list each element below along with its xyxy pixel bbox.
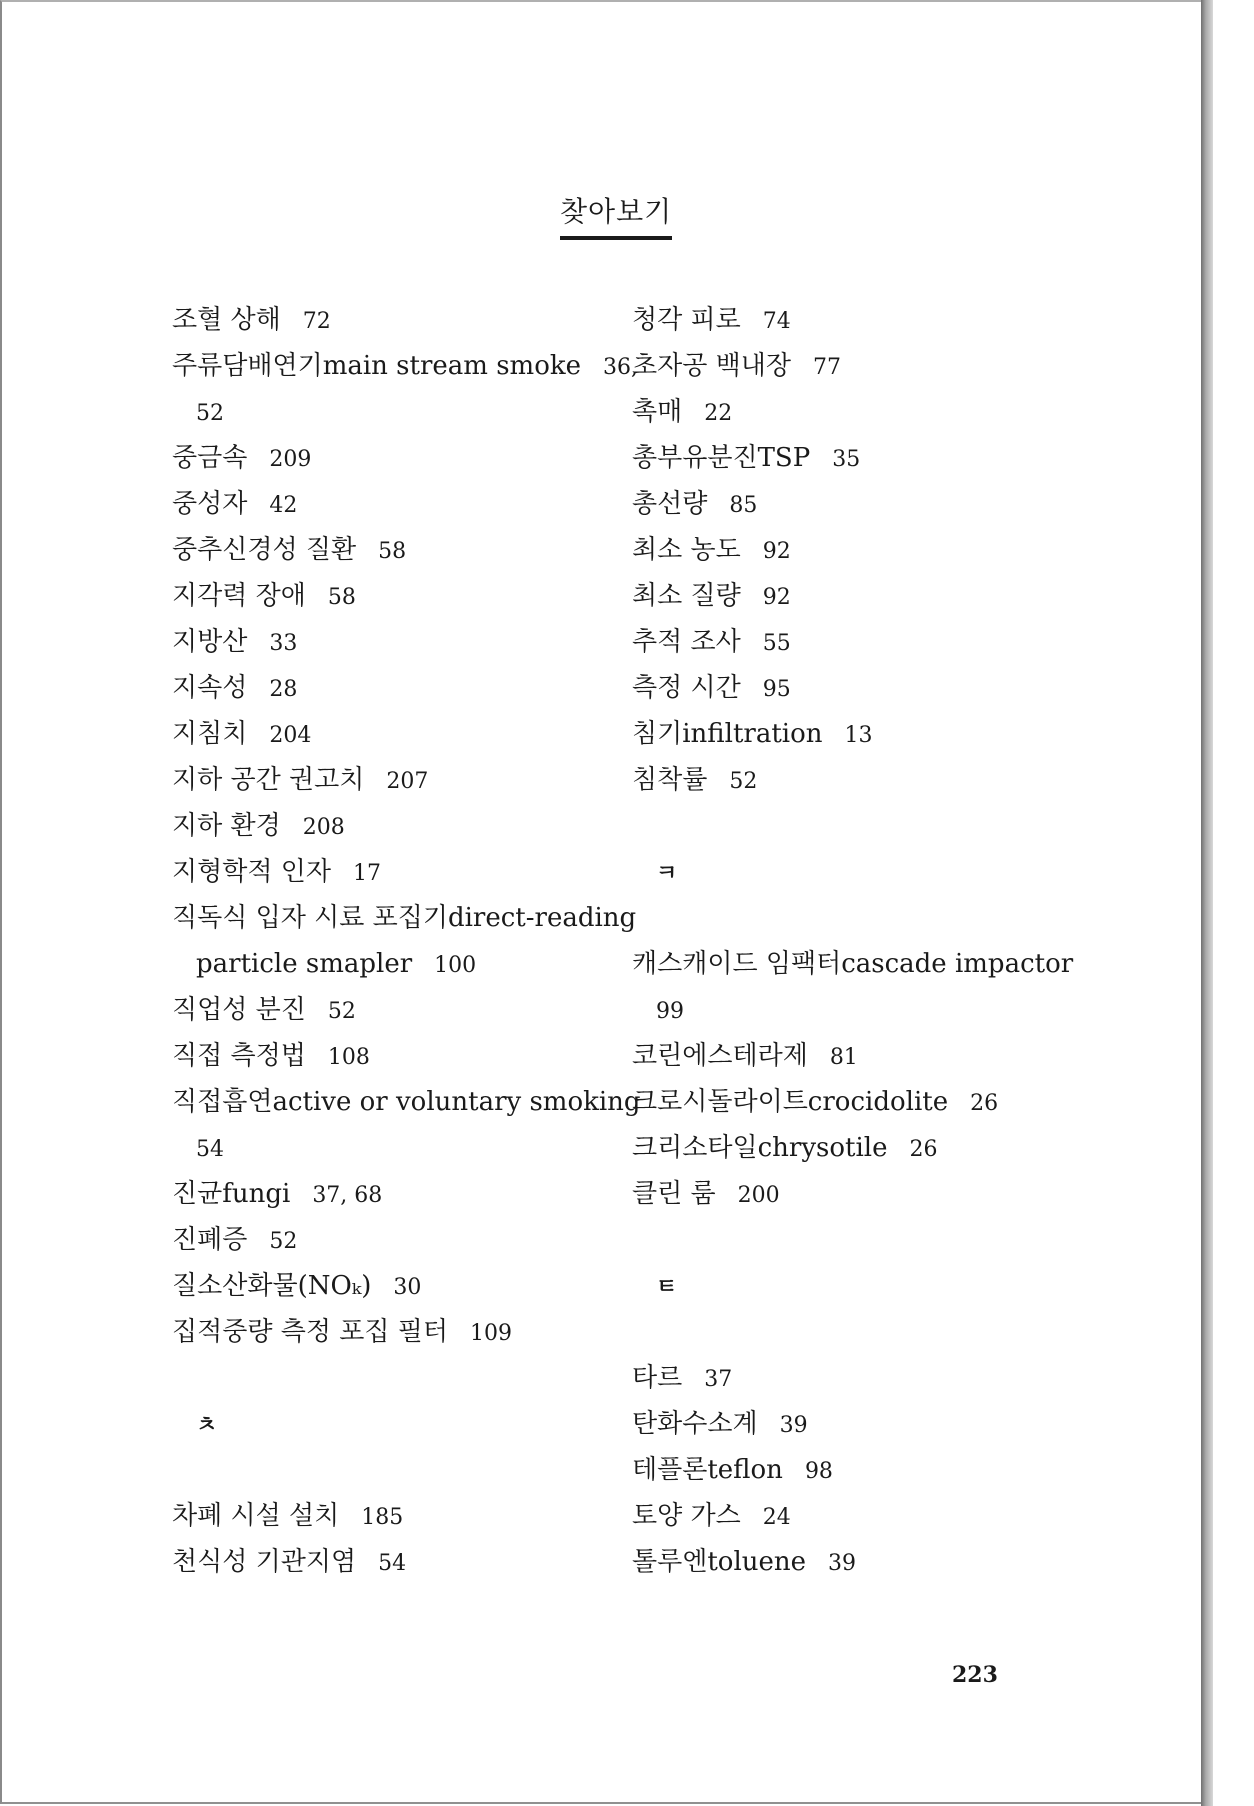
index-entry	[172, 895, 637, 941]
index-page-ref: 99	[656, 999, 684, 1024]
index-term: 중추신경성 질환	[172, 535, 357, 565]
index-term: 진균fungi	[172, 1179, 291, 1209]
index-page-ref: 92	[762, 585, 791, 610]
index-entry	[632, 1033, 1072, 1079]
index-page-ref: 55	[762, 631, 791, 656]
index-term: 지방산	[172, 627, 248, 657]
index-term: 최소 농도	[632, 535, 741, 565]
index-term: 지하 환경	[172, 811, 281, 841]
index-page-ref: 92	[762, 539, 791, 564]
index-entry	[172, 297, 612, 343]
page-number: 223	[952, 1662, 998, 1688]
index-entry	[172, 1033, 612, 1079]
index-entry	[172, 435, 612, 481]
index-page-ref: 52	[196, 401, 224, 426]
index-page-ref: 209	[269, 447, 312, 472]
index-entry	[172, 1125, 612, 1171]
index-page-ref: 109	[469, 1321, 512, 1346]
index-entry	[172, 803, 612, 849]
index-term: 차폐 시설 설치	[172, 1501, 340, 1531]
index-entry	[172, 389, 612, 435]
page-title: 찾아보기	[560, 190, 672, 240]
index-entry	[632, 481, 1072, 527]
index-entry	[632, 1447, 1072, 1493]
index-page-ref: 100	[434, 953, 477, 978]
index-entry	[632, 711, 1072, 757]
index-page-ref: 52	[729, 769, 758, 794]
index-entry	[172, 1309, 612, 1355]
index-entry	[632, 1493, 1072, 1539]
index-page-ref: 54	[378, 1551, 407, 1576]
index-entry	[632, 389, 1072, 435]
index-term: 지침치	[172, 719, 248, 749]
index-term: 직독식 입자 시료 포집기direct-reading	[172, 903, 637, 933]
section-letter: ㅌ	[656, 1275, 678, 1300]
index-term: 침착률	[632, 765, 708, 795]
index-entry	[172, 665, 612, 711]
index-page-ref: 98	[804, 1459, 833, 1484]
index-entry	[172, 527, 612, 573]
index-term: 지각력 장애	[172, 581, 306, 611]
index-column-right	[632, 297, 1072, 1585]
index-page-ref: 52	[327, 999, 356, 1024]
index-entry	[632, 297, 1072, 343]
index-page-ref: 74	[762, 309, 791, 334]
blank-line	[632, 1217, 1072, 1263]
index-entry	[172, 1079, 641, 1125]
index-term: 측정 시간	[632, 673, 741, 703]
index-entry	[172, 1171, 612, 1217]
index-term: 토양 가스	[632, 1501, 741, 1531]
index-page-ref: 72	[302, 309, 331, 334]
index-term: particle smapler	[196, 949, 413, 979]
index-entry	[172, 757, 612, 803]
blank-line	[632, 895, 1072, 941]
index-entry	[632, 1125, 1072, 1171]
index-entry	[632, 1355, 1072, 1401]
index-term: 직접 측정법	[172, 1041, 306, 1071]
index-entry	[172, 849, 612, 895]
index-term: 캐스캐이드 임팩터cascade impactor	[632, 949, 1074, 979]
blank-line	[172, 1355, 612, 1401]
index-page-ref: 22	[704, 401, 733, 426]
index-page-ref: 30	[393, 1275, 422, 1300]
index-term: 주류담배연기main stream smoke	[172, 351, 581, 381]
index-term: 직접흡연active or voluntary smoking	[172, 1087, 641, 1117]
index-page-ref: 85	[729, 493, 758, 518]
index-page-ref: 108	[327, 1045, 370, 1070]
index-entry	[632, 435, 1072, 481]
index-entry	[632, 941, 1072, 987]
index-page-ref: 37	[704, 1367, 733, 1392]
index-term: 청각 피로	[632, 305, 741, 335]
index-page-ref: 185	[361, 1505, 404, 1530]
index-page-ref: 58	[378, 539, 407, 564]
index-entry	[172, 987, 612, 1033]
index-entry	[172, 1539, 612, 1585]
index-entry	[632, 757, 1072, 803]
index-page-ref: 26	[970, 1091, 999, 1116]
index-entry	[632, 573, 1072, 619]
index-term: 중금속	[172, 443, 248, 473]
index-entry	[172, 1263, 612, 1309]
index-page-ref: 208	[302, 815, 345, 840]
index-page-ref: 35	[832, 447, 861, 472]
index-term: 진폐증	[172, 1225, 248, 1255]
index-term: 초자공 백내장	[632, 351, 791, 381]
index-section-heading	[632, 1263, 1072, 1309]
index-page-ref: 28	[269, 677, 298, 702]
index-term: 톨루엔toluene	[632, 1547, 807, 1577]
index-entry	[632, 665, 1072, 711]
index-page-ref: 37, 68	[312, 1183, 383, 1208]
index-term: 추적 조사	[632, 627, 741, 657]
index-page-ref: 36,	[603, 355, 638, 380]
index-term: 집적중량 측정 포집 필터	[172, 1317, 448, 1347]
index-entry	[172, 711, 612, 757]
index-page-ref: 200	[737, 1183, 780, 1208]
index-page-ref: 81	[829, 1045, 858, 1070]
section-letter: ㅊ	[196, 1413, 218, 1438]
index-term: 코린에스테라제	[632, 1041, 808, 1071]
index-entry	[172, 343, 638, 389]
index-page-ref: 13	[844, 723, 873, 748]
index-page-ref: 95	[762, 677, 791, 702]
index-entry	[632, 1401, 1072, 1447]
index-term: 직업성 분진	[172, 995, 306, 1025]
viewer-background	[1213, 0, 1254, 1806]
index-entry	[632, 1171, 1072, 1217]
blank-line	[172, 1447, 612, 1493]
index-term: 지속성	[172, 673, 248, 703]
index-page-ref: 58	[327, 585, 356, 610]
index-page-ref: 24	[762, 1505, 791, 1530]
index-term: 최소 질량	[632, 581, 741, 611]
index-page-ref: 54	[196, 1137, 224, 1162]
index-entry	[172, 941, 612, 987]
index-entry	[172, 573, 612, 619]
index-term: 탄화수소계	[632, 1409, 758, 1439]
index-page-ref: 39	[828, 1551, 857, 1576]
section-letter: ㅋ	[656, 861, 678, 886]
index-term: 총선량	[632, 489, 708, 519]
index-page-ref: 17	[352, 861, 381, 886]
index-page-ref: 77	[812, 355, 841, 380]
index-page-ref: 207	[386, 769, 429, 794]
index-entry	[172, 1493, 612, 1539]
index-term: 크로시돌라이트crocidolite	[632, 1087, 949, 1117]
index-entry	[632, 527, 1072, 573]
index-term: 천식성 기관지염	[172, 1547, 357, 1577]
page-edge-shadow	[1201, 0, 1213, 1806]
index-term: 크리소타일chrysotile	[632, 1133, 888, 1163]
index-term: 클린 룸	[632, 1179, 716, 1209]
index-term: 질소산화물(NOₖ)	[172, 1271, 372, 1301]
index-page-ref: 42	[269, 493, 298, 518]
index-term: 중성자	[172, 489, 248, 519]
index-section-heading	[172, 1401, 612, 1447]
index-term: 총부유분진TSP	[632, 443, 811, 473]
index-term: 테플론teflon	[632, 1455, 783, 1485]
index-term: 타르	[632, 1363, 683, 1393]
index-page-ref: 26	[909, 1137, 938, 1162]
index-column-left	[172, 297, 641, 1585]
index-term: 촉매	[632, 397, 683, 427]
index-entry	[632, 987, 1072, 1033]
index-entry	[172, 619, 612, 665]
index-entry	[632, 1079, 1072, 1125]
index-term: 지하 공간 권고치	[172, 765, 365, 795]
index-entry	[172, 1217, 612, 1263]
index-entry	[632, 1539, 1072, 1585]
index-entry	[632, 619, 1072, 665]
blank-line	[632, 803, 1072, 849]
index-page-ref: 52	[269, 1229, 298, 1254]
index-term: 조혈 상해	[172, 305, 281, 335]
index-entry	[632, 343, 1072, 389]
index-term: 침기infiltration	[632, 719, 823, 749]
index-term: 지형학적 인자	[172, 857, 331, 887]
index-entry	[172, 481, 612, 527]
index-page-ref: 39	[779, 1413, 808, 1438]
index-page-ref: 204	[269, 723, 312, 748]
index-page-ref: 33	[269, 631, 298, 656]
index-section-heading	[632, 849, 1072, 895]
blank-line	[632, 1309, 1072, 1355]
